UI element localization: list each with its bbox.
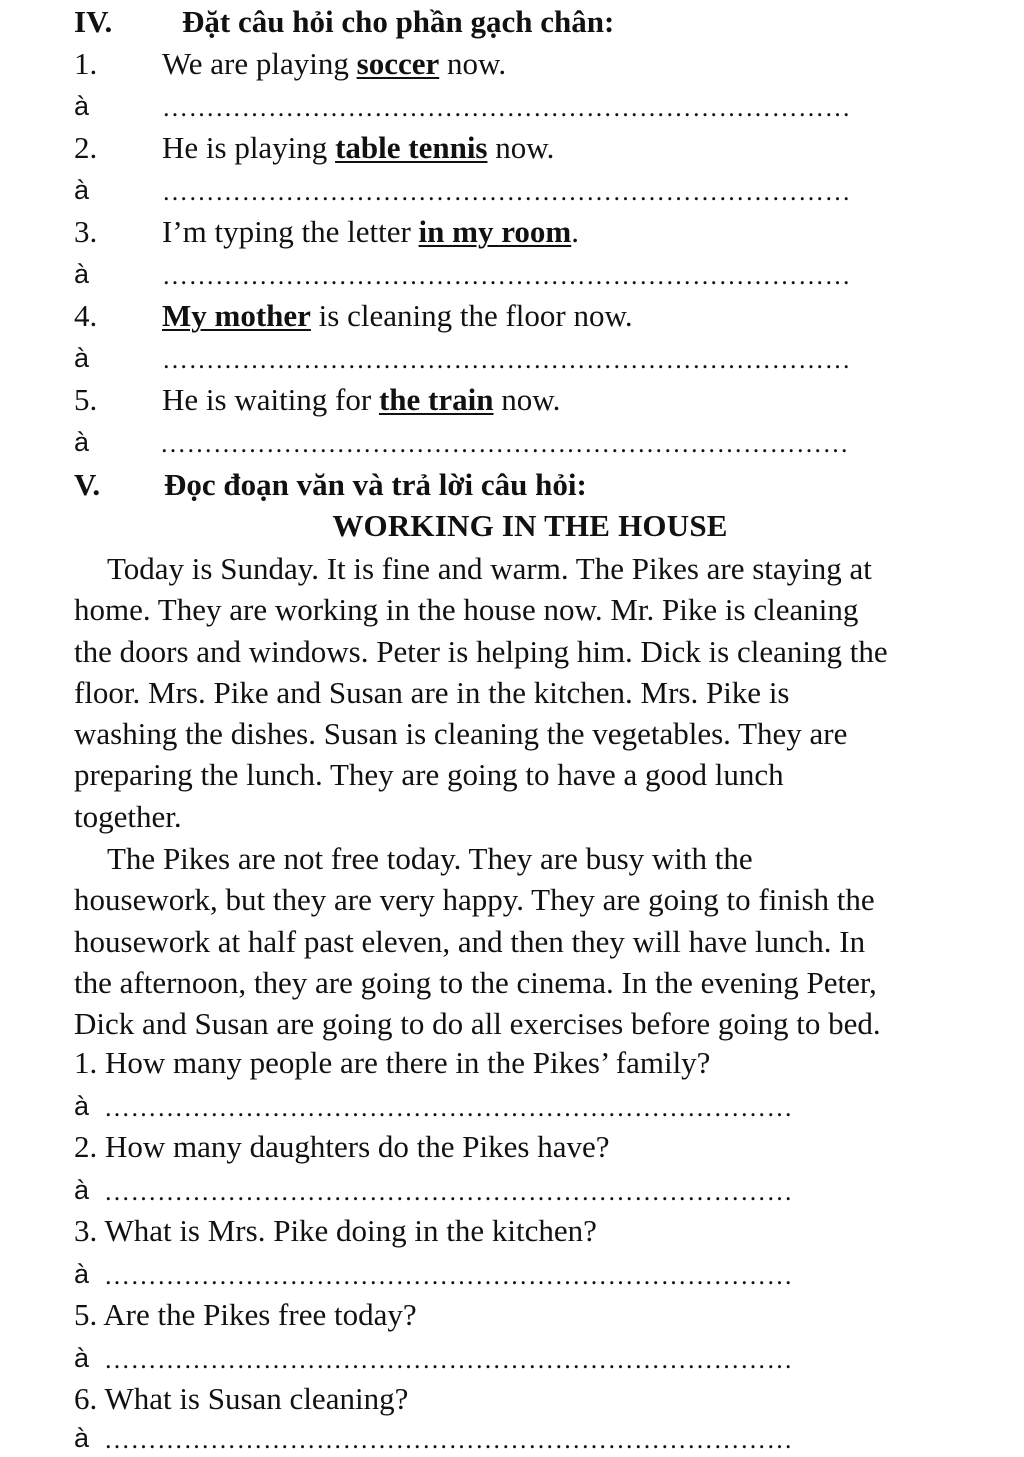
section-5-numeral: V. (74, 467, 101, 502)
answer-dots: …………………………………………………………………… (162, 93, 851, 122)
question-2: 2. How many daughters do the Pikes have? (74, 1129, 610, 1164)
question-3: 3. What is Mrs. Pike doing in the kitchen? (74, 1213, 597, 1248)
section-4-title: Đặt câu hỏi cho phần gạch chân: (182, 4, 615, 39)
reading-paragraph-2: The Pikes are not free today. They are busy with the housework, but they are very happy. They are going to finish the housework at half past eleven, and then they will have lunch. In the afternoon, they are going to the cinema. In the evening Peter, Dick and Susan are going to do all exercises before going to bed. (74, 841, 881, 1042)
sentence-text: now. (487, 130, 555, 165)
sentence-text: He is playing (162, 130, 336, 165)
sentence-text: now. (493, 382, 561, 417)
answer-dots: …………………………………………………………………… (162, 177, 851, 206)
item-number: 5. (74, 382, 98, 417)
answer-dots: …………………………………………………………………… (104, 1177, 793, 1206)
answer-marker: à (74, 259, 90, 289)
sentence-text: He is waiting for (162, 382, 379, 417)
answer-dots: …………………………………………………………………… (104, 1093, 793, 1122)
underlined-phrase: the train (378, 382, 494, 417)
answer-marker: à (74, 1423, 90, 1453)
section-4-numeral: IV. (74, 4, 113, 39)
answer-dots: …………………………………………………………………… (160, 429, 849, 458)
question-6: 6. What is Susan cleaning? (74, 1381, 409, 1416)
answer-dots: …………………………………………………………………… (104, 1261, 793, 1290)
question-1: 1. How many people are there in the Pikes’ family? (74, 1045, 711, 1080)
underlined-phrase: table tennis (335, 130, 488, 165)
item-sentence (162, 298, 633, 334)
reading-paragraph-1: Today is Sunday. It is fine and warm. The Pikes are staying at home. They are working in the house now. Mr. Pike is cleaning the doors and windows. Peter is helping him. Dick is cleaning the floor. Mrs. Pike and Susan are in the kitchen. Mrs. Pike is washing the dishes. Susan is cleaning the vegetables. They are preparing the lunch. They are going to have a good lunch together. (74, 551, 888, 834)
answer-marker: à (74, 1343, 90, 1373)
reading-title: WORKING IN THE HOUSE (332, 508, 728, 543)
sentence-text: I’m typing the letter (162, 214, 419, 249)
answer-dots: …………………………………………………………………… (104, 1425, 793, 1454)
answer-marker: à (74, 1259, 90, 1289)
sentence-text: We are playing (162, 46, 357, 81)
item-sentence (162, 382, 560, 418)
answer-dots: …………………………………………………………………… (104, 1345, 793, 1374)
answer-marker: à (74, 1091, 90, 1121)
answer-marker: à (74, 175, 90, 205)
section-5-title: Đọc đoạn văn và trả lời câu hỏi: (164, 467, 587, 502)
answer-marker: à (74, 91, 90, 121)
question-5: 5. Are the Pikes free today? (74, 1297, 417, 1332)
answer-marker: à (74, 343, 90, 373)
item-number: 4. (74, 298, 98, 333)
underlined-phrase: in my room (418, 214, 572, 249)
item-number: 1. (74, 46, 98, 81)
underlined-phrase: soccer (356, 46, 440, 81)
item-sentence (162, 46, 506, 82)
sentence-text: is cleaning the floor now. (310, 298, 633, 333)
sentence-text: now. (439, 46, 507, 81)
answer-marker: à (74, 427, 90, 457)
answer-marker: à (74, 1175, 90, 1205)
item-sentence (162, 130, 554, 166)
item-number: 2. (74, 130, 98, 165)
item-sentence (162, 214, 579, 250)
answer-dots: …………………………………………………………………… (162, 345, 851, 374)
underlined-phrase: My mother (162, 298, 311, 333)
sentence-text: . (571, 214, 579, 249)
answer-dots: …………………………………………………………………… (162, 261, 851, 290)
item-number: 3. (74, 214, 98, 249)
